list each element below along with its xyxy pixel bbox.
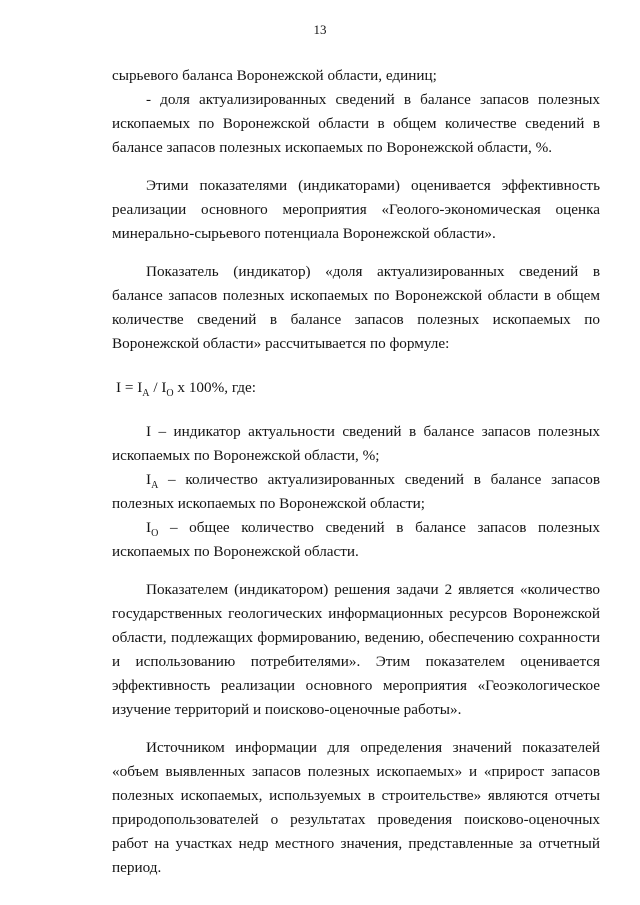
definition-io-text: – общее количество сведений в балансе запасов полезных ископаемых по Воронежской области.	[112, 519, 600, 560]
definition-io-sub: О	[151, 528, 159, 540]
document-body	[112, 64, 600, 880]
definition-ia-symbol: I	[146, 471, 152, 488]
definition-io	[112, 516, 600, 564]
formula	[116, 376, 600, 400]
definition-ia	[112, 468, 600, 516]
definition-ia-sub: А	[151, 480, 159, 492]
formula-sub-a: А	[142, 388, 150, 400]
formula-mid: / I	[149, 379, 167, 396]
paragraph-formula-intro: Показатель (индикатор) «доля актуализированных сведений в балансе запасов полезных ископаемых по Воронежской области в общем количестве сведений в балансе запасов полезных ископаемых по Воронежской области» рассчитывается по формуле:	[112, 263, 600, 352]
formula-lhs: I = I	[116, 379, 143, 396]
paragraph-bullet-share: - доля актуализированных сведений в балансе запасов полезных ископаемых по Воронежской области в общем количестве сведений в балансе запасов полезных ископаемых по Воронежской области, %.	[112, 91, 600, 156]
paragraph-task2-indicator: Показателем (индикатором) решения задачи 2 является «количество государственных геологических информационных ресурсов Воронежской области, подлежащих формированию, ведению, обеспечению сохранности и использованию потребителями». Этим показателем оценивается эффективность реализации основного мероприятия «Геоэкологическое изучение территорий и поисково-оценочные работы».	[112, 581, 600, 718]
formula-sub-o: О	[166, 388, 174, 400]
paragraph-continuation: сырьевого баланса Воронежской области, единиц;	[112, 67, 437, 84]
paragraph-indicators-evaluation: Этими показателями (индикаторами) оценивается эффективность реализации основного мероприятия «Геолого-экономическая оценка минерально-сырьевого потенциала Воронежской области».	[112, 177, 600, 242]
definition-ia-text: – количество актуализированных сведений в балансе запасов полезных ископаемых по Воронежской области;	[112, 471, 600, 512]
formula-rhs: х 100%, где:	[173, 379, 256, 396]
paragraph-information-source: Источником информации для определения значений показателей «объем выявленных запасов полезных ископаемых» и «прирост запасов полезных ископаемых, используемых в строительстве» являются отчеты природопользователей о результатах проведения поисково-оценочных работ на участках недр местного значения, представленные за отчетный период.	[112, 739, 600, 876]
definition-io-symbol: I	[146, 519, 152, 536]
page-number: 13	[313, 22, 327, 37]
definition-i: I – индикатор актуальности сведений в балансе запасов полезных ископаемых по Воронежской области, %;	[112, 423, 600, 464]
